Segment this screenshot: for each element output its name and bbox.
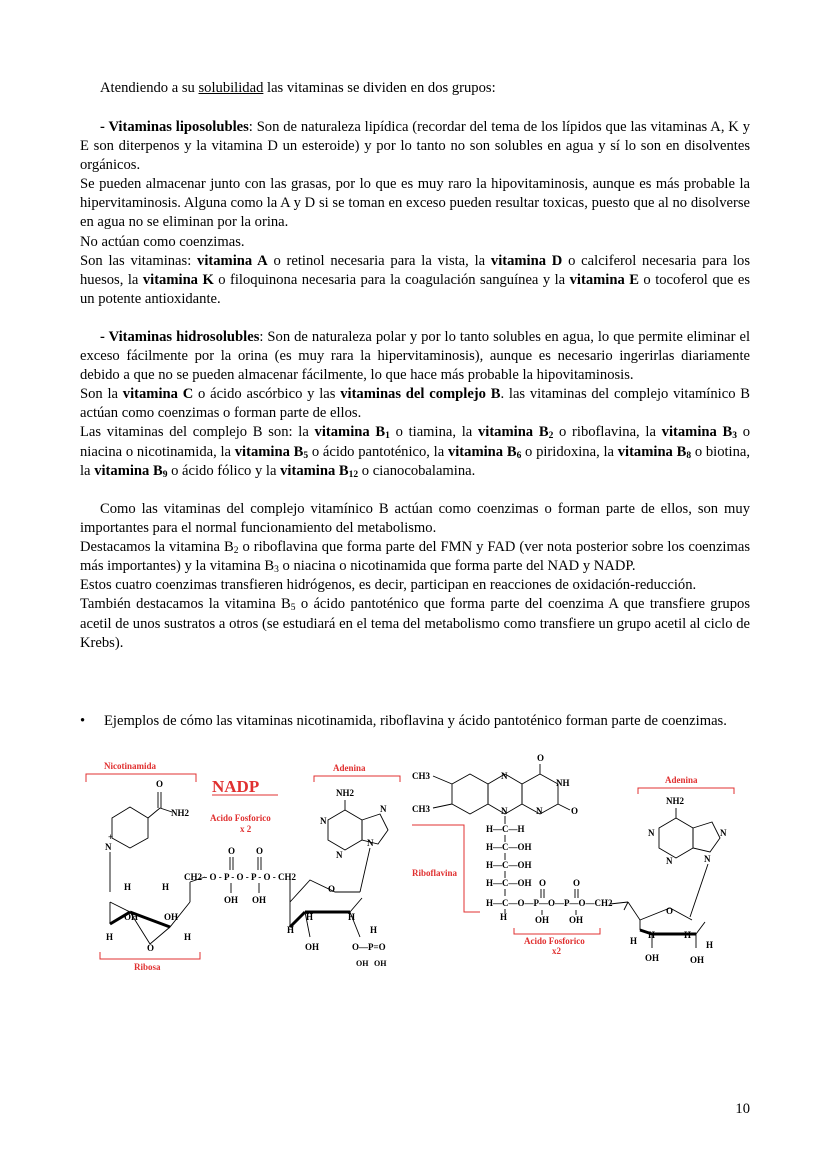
svg-text:OH: OH xyxy=(356,959,369,968)
svg-text:O: O xyxy=(147,943,155,953)
adenina-label-1: Adenina xyxy=(333,763,366,773)
svg-text:N: N xyxy=(536,806,543,816)
svg-text:O: O xyxy=(571,806,579,816)
svg-text:OH: OH xyxy=(690,955,705,965)
svg-text:H: H xyxy=(287,925,295,935)
svg-text:OH: OH xyxy=(374,959,387,968)
coenzyme-structures-diagram xyxy=(0,752,828,977)
svg-text:OH: OH xyxy=(645,953,660,963)
ribose-ring-2 xyxy=(290,880,362,937)
svg-text:O: O xyxy=(156,779,164,789)
phosphate-chain-1: CH2 - O - P - O - P - O - CH2 xyxy=(184,872,296,882)
nadp-title: NADP xyxy=(212,777,260,796)
svg-text:H: H xyxy=(348,912,356,922)
riboflavina-label: Riboflavina xyxy=(412,868,458,878)
intro-paragraph: Atendiendo a su solubilidad las vitaminas se dividen en dos grupos: xyxy=(100,80,496,96)
svg-text:NH2: NH2 xyxy=(171,808,189,818)
adenina-bracket-1 xyxy=(314,776,400,782)
svg-text:H: H xyxy=(630,936,638,946)
svg-text:H: H xyxy=(184,932,192,942)
svg-text:CH3: CH3 xyxy=(412,804,430,814)
svg-text:N: N xyxy=(320,816,327,826)
acido-fosforico-bracket-2 xyxy=(514,928,600,934)
svg-text:N: N xyxy=(336,850,343,860)
svg-text:OH: OH xyxy=(224,895,239,905)
solubilidad-term: solubilidad xyxy=(198,80,264,96)
svg-text:O: O xyxy=(539,878,547,888)
svg-text:N: N xyxy=(367,838,374,848)
svg-text:OH: OH xyxy=(252,895,267,905)
svg-text:OH: OH xyxy=(569,915,584,925)
svg-text:H: H xyxy=(648,930,656,940)
svg-text:H—C—OH: H—C—OH xyxy=(486,878,532,888)
adenine-ring-2 xyxy=(659,808,720,858)
hidrosolubles-heading: - Vitaminas hidrosolubles xyxy=(100,329,260,345)
examples-bullet: • Ejemplos de cómo las vitaminas nicotinamida, riboflavina y ácido pantoténico forman parte de coenzimas. xyxy=(80,712,750,731)
svg-text:OH: OH xyxy=(305,942,320,952)
svg-text:O: O xyxy=(228,846,236,856)
acido-fosforico-label-2: Acido Fosforico xyxy=(524,936,585,946)
svg-text:N: N xyxy=(704,854,711,864)
svg-text:x 2: x 2 xyxy=(240,824,252,834)
svg-text:+: + xyxy=(108,832,114,842)
liposolubles-section: - Vitaminas liposolubles: Son de naturaleza lipídica (recordar del tema de los lípidos que las vitaminas A, K y E son diterpenos y la vitamina D un esteroide) y por lo tanto no son solubles en agua y sí lo son en disolventes orgánicos. Se pueden almacenar junto con las grasas, por lo que es muy raro la hipovitaminosis, aunque es más probable la hipervitaminosis. Alguna como la A y D si se toman en exceso pueden resultar toxicas, puesto que al no disolverse en agua no se eliminan por la orina. No actúan como coenzimas. Son las vitaminas: vitamina A o retinol necesaria para la vista, la vitamina D o calciferol necesaria para los huesos, la vitamina K o filoquinona necesaria para la coagulación sanguínea y la vitamina E o tocoferol que es un potente antioxidante. xyxy=(80,119,751,307)
ribitol-chain: H—C—H xyxy=(486,824,525,834)
svg-text:H: H xyxy=(706,940,714,950)
acido-fosforico-label-1: Acido Fosforico xyxy=(210,813,271,823)
svg-text:O: O xyxy=(666,906,674,916)
page-number: 10 xyxy=(735,1101,750,1117)
coenzimas-section: Como las vitaminas del complejo vitamínico B actúan como coenzimas o forman parte de ellos, son muy importantes para el normal funcionamiento del metabolismo. Destacamos la vitamina $B_2$ o riboflavina que forma parte del FMN y FAD (ver nota posterior sobre los coenzimas más importantes) y la vitamina $B_3$ o niacina o nicotinamida que forma parte del NAD y NADP. Estos cuatro coenzimas transfieren hidrógenos, es decir, participan en reacciones de oxidación-reducción. También destacamos la vitamina $B_5$ o ácido pantoténico que forma parte del coenzima A que transfiere grupos acetil de unos sustratos a otros (se estudiará en el tema del metabolismo como transfiere un grupo acetil al ciclo de Krebs). xyxy=(80,501,751,651)
svg-text:H: H xyxy=(306,912,314,922)
ribosa-bracket xyxy=(100,952,200,959)
svg-text:N: N xyxy=(666,856,673,866)
hidrosolubles-section: - Vitaminas hidrosolubles: Son de naturaleza polar y por lo tanto solubles en agua, lo que permite eliminar el exceso fácilmente por la orina (es muy rara la hipervitaminosis), aunque es necesario ingerirlas diariamente debido a que no se pueden almacenar fácilmente, lo que hace más probable la hipovitaminosis. Son la vitamina C o ácido ascórbico y las vitaminas del complejo B. las vitaminas del complejo vitamínico B actúan como coenzimas o forman parte de ellos. Las vitaminas del complejo B son: la vitamina $B_1$ o tiamina, la vitamina $B_2$ o riboflavina, la vitamina $B_3$ o niacina o nicotinamida, la vitamina $B_5$ o ácido pantoténico, la vitamina $B_6$ o piridoxina, la vitamina $B_8$ o biotina, la vitamina $B_9$ o ácido fólico y la vitamina $B_{12}$ o cianocobalamina. xyxy=(80,329,751,480)
adenine-ring-1 xyxy=(328,800,388,850)
svg-text:N: N xyxy=(501,771,508,781)
ribosa-label: Ribosa xyxy=(134,962,161,972)
svg-text:N: N xyxy=(380,804,387,814)
svg-text:N: N xyxy=(105,842,112,852)
svg-text:H: H xyxy=(162,882,170,892)
adenina-bracket-2 xyxy=(638,788,734,794)
svg-text:H: H xyxy=(684,930,692,940)
svg-text:H: H xyxy=(124,882,132,892)
svg-text:O: O xyxy=(328,884,336,894)
svg-text:NH2: NH2 xyxy=(336,788,354,798)
nicotinamida-label: Nicotinamida xyxy=(104,761,157,771)
svg-text:H: H xyxy=(500,912,508,922)
svg-text:O: O xyxy=(256,846,264,856)
svg-text:N: N xyxy=(648,828,655,838)
svg-text:O: O xyxy=(537,753,545,763)
svg-text:N: N xyxy=(501,806,508,816)
svg-text:H: H xyxy=(106,932,114,942)
bullet-mark: • xyxy=(80,713,86,729)
svg-text:O: O xyxy=(573,878,581,888)
svg-text:NH2: NH2 xyxy=(666,796,684,806)
liposolubles-heading: - Vitaminas liposolubles xyxy=(100,119,249,135)
svg-text:O—P=O: O—P=O xyxy=(352,942,386,952)
nicotinamida-bracket xyxy=(86,774,196,782)
adenina-label-2: Adenina xyxy=(665,775,698,785)
svg-text:OH: OH xyxy=(164,912,179,922)
svg-text:OH: OH xyxy=(535,915,550,925)
svg-text:CH3: CH3 xyxy=(412,771,430,781)
svg-text:H—C—OH: H—C—OH xyxy=(486,842,532,852)
svg-text:H: H xyxy=(370,925,378,935)
svg-text:NH: NH xyxy=(556,778,570,788)
phosphate-chain-2: H—C—O—P—O—P—O—CH2 xyxy=(486,898,613,908)
nicotinamide-ring xyxy=(112,792,172,848)
svg-text:H—C—OH: H—C—OH xyxy=(486,860,532,870)
svg-text:x2: x2 xyxy=(552,946,561,956)
svg-text:N: N xyxy=(720,828,727,838)
svg-text:OH: OH xyxy=(124,912,139,922)
